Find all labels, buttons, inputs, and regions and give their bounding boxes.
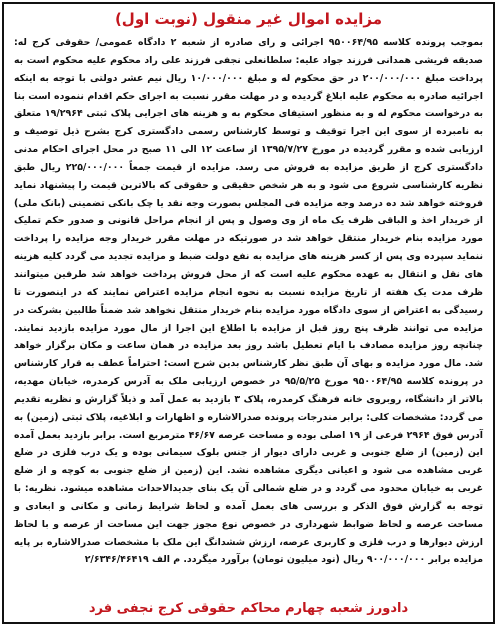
notice-frame: [2, 2, 495, 624]
notice-body: بموجب پرونده کلاسه ۹۵۰۰۶۴/۹۵ اجرائی و رای صادره از شعبه ۲ دادگاه عمومی/ حقوقی کرج له: صدیقه قریشی همدانی فرزند جواد علیه: سلطانعلی نجفی فرزند علی راد محکوم علیه محکوم است به پرداخت مبلغ ۲۰۰/۰۰۰/۰۰۰ در حق محکوم له و مبلغ ۱۰/۰۰۰/۰۰۰ ریال نیم عشر دولتی با توجه به اینکه اجرائیه صادره به محکوم علیه ابلاغ گردیده و در مهلت مقرر نسبت به اجرای حکم اقدام ننموده است بنا به درخواست محکوم له و به منظور استیفای محکوم به و هزینه های اجرایی پلاک ثبتی ۱۹/۲۹۶۴ متعلق به نامبرده از سوی این اجرا توقیف و توسط کارشناس رسمی دادگستری کرج بشرح ذیل توصیف و ارزیابی شده و مقرر گردیده در مورخ ۱۳۹۵/۷/۲۷ از ساعت ۱۲ الی ۱۱ صبح در محل اجرای احکام مدنی دادگستری کرج از طریق مزایده به فروش می رسد. مزایده از قیمت جمعاً ۲۲۵/۰۰۰/۰۰۰ ریال طبق نظریه کارشناسی شروع می شود و به هر شخص حقیقی و حقوقی که بالاترین قیمت را پیشنهاد نماید فروخته خواهد شد ده درصد وجه مزایده فی المجلس بصورت وجه نقد یا چک بانکی تضمینی (بانک ملی) از خریدار اخذ و الباقی ظرف یک ماه از وی وصول و پس از انجام مراحل قانونی و صدور حکم تملیک مورد مزایده بنام خریدار منتقل خواهد شد در صورتیکه در مهلت مقرر خریدار وجه مزایده را پرداخت ننماید سپرده وی پس از کسر هزینه های مزایده به نفع دولت ضبط و مزایده تجدید می گردد کلیه هزینه های نقل و انتقال به عهده محکوم علیه است که از محل فروش پرداخت خواهد شد طرفین میتوانند ظرف مدت یک هفته از تاریخ مزایده نسبت به نحوه انجام مزایده اعتراض نمایند که در اینصورت تا رسیدگی به اعتراض از سوی دادگاه مورد مزایده بنام خریدار منتقل نخواهد شد ضمناً طالبین بشرکت در مزایده می توانند ظرف پنج روز قبل از مزایده با اطلاع این اجرا از مال مورد مزایده بازدید نمایند. چنانچه روز مزایده مصادف با ایام تعطیل باشد روز بعد مزایده در همان ساعت و مکان برگزار خواهد شد. مال مورد مزایده و بهای آن طبق نظر کارشناس بدین شرح است: احتراماً عطف به قرار کارشناس در پرونده کلاسه ۹۵۰۰۶۴/۹۵ مورخ ۹۵/۵/۲۵ در خصوص ارزیابی ملک به آدرس کرمدره، خیابان مهدیه، بالاتر از دانشگاه، روبروی خانه فرهنگ کرمدره، پلاک ۳ بازدید به عمل آمد و ذیلاً گزارش و نظریه تقدیم می گردد: مشخصات کلی: برابر مندرجات پرونده صدرالاشاره و اظهارات و ابلاغیه، پلاک ثبتی (زمین) به آدرس فوق ۲۹۶۴ فرعی از ۱۹ اصلی بوده و مساحت عرصه ۴۶/۶۷ مترمربع است. برابر بازدید بعمل آمده این (زمین) از ضلع جنوبی و غربی دارای دیوار از جنس بلوک سیمانی بوده و یک درب فلزی در ضلع غربی مشاهده می شود و اعیانی دیگری مشاهده نشد. این (زمین از ضلع جنوبی به کوچه و از ضلع غربی به خیابان محدود می گردد و در ضلع شمالی آن یک بنای جدیدالاحداث مشاهده میشود. نظریه: با توجه به گزارش فوق الذکر و بررسی های بعمل آمده و لحاظ شرایط زمانی و مکانی و ابعادی و مساحت عرصه و لحاظ ضوابط شهرداری در خصوص نوع مجوز جهت این مساحت از عرصه و با لحاظ ارزش دیوارها و درب فلزی و کاربری عرصه، ارزش ششدانگ این ملک با مشخصات صدرالاشاره بر پایه مزایده برابر ۹۰۰/۰۰۰/۰۰۰ ریال (نود میلیون تومان) برآورد میگردد. م الف ۲/۶۳۴۶/۴۶۴۱۹: [14, 37, 484, 566]
notice-signature: دادورز شعبه چهارم محاکم حقوقی کرج نجفی فرد: [88, 601, 409, 616]
notice-title: مزایده اموال غیر منقول (نوبت اول): [114, 10, 383, 28]
